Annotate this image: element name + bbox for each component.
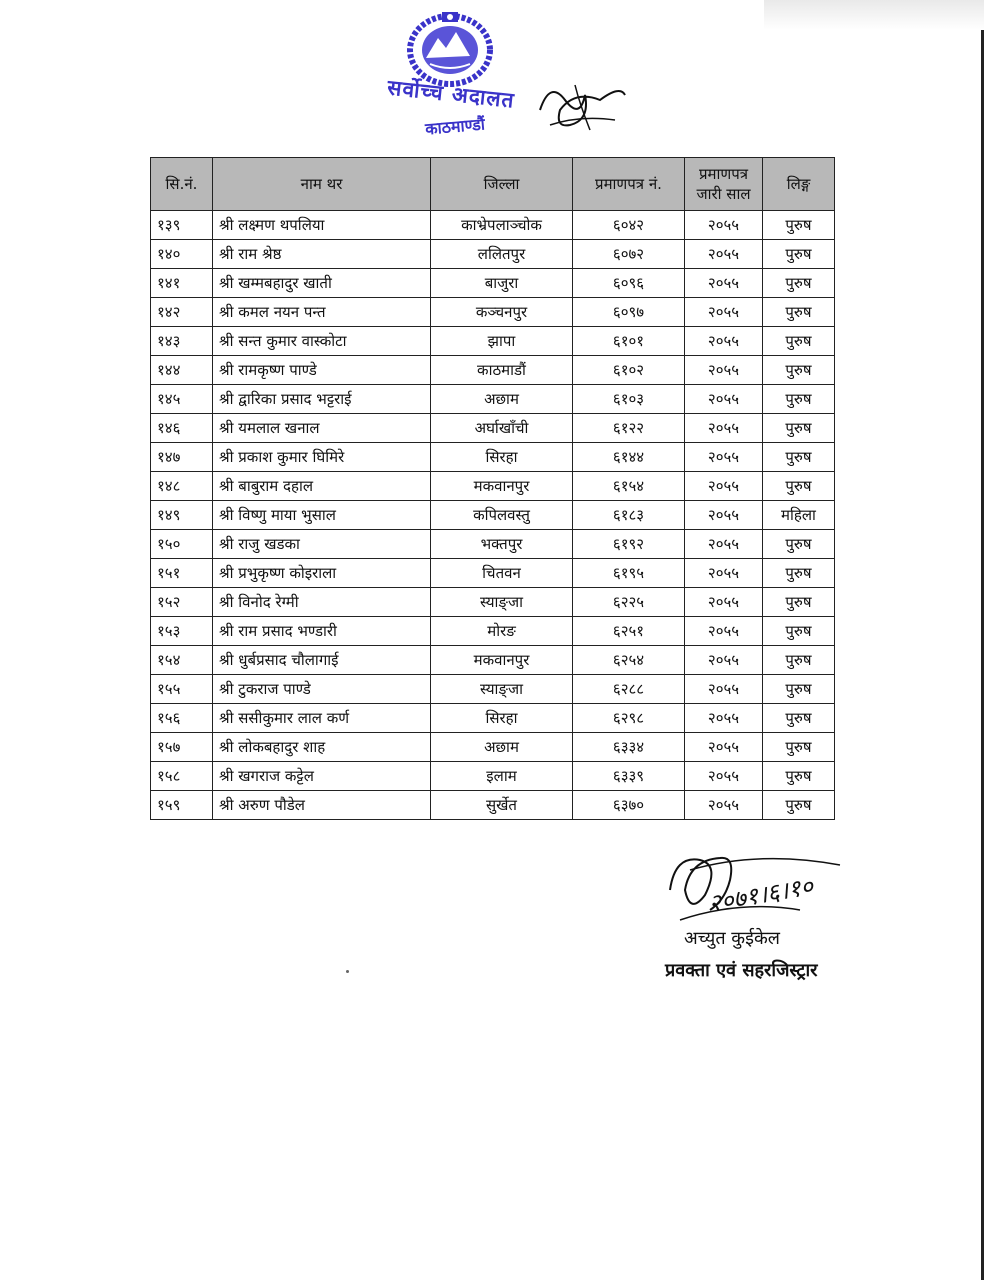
cell-year: २०५५ (685, 472, 763, 501)
cell-name: श्री यमलाल खनाल (213, 414, 431, 443)
cell-certificate: ६३३९ (573, 762, 685, 791)
cell-gender: पुरुष (763, 443, 835, 472)
table-row (151, 588, 835, 617)
cell-serial: १५२ (151, 588, 213, 617)
col-header-serial: सि.नं. (151, 158, 213, 211)
signature-date: २०७१।६।१० (706, 872, 816, 918)
table-row (151, 530, 835, 559)
cell-name: श्री ससीकुमार लाल कर्ण (213, 704, 431, 733)
cell-name: श्री राम श्रेष्ठ (213, 240, 431, 269)
cell-year: २०५५ (685, 327, 763, 356)
cell-name: श्री लक्ष्मण थपलिया (213, 211, 431, 240)
cell-serial: १४१ (151, 269, 213, 298)
cell-serial: १५५ (151, 675, 213, 704)
cell-district: बाजुरा (431, 269, 573, 298)
cell-district: कञ्चनपुर (431, 298, 573, 327)
cell-year: २०५५ (685, 762, 763, 791)
table-row (151, 211, 835, 240)
cell-certificate: ६२५४ (573, 646, 685, 675)
table-row (151, 414, 835, 443)
col-header-certificate: प्रमाणपत्र नं. (573, 158, 685, 211)
cell-serial: १५६ (151, 704, 213, 733)
cell-serial: १५१ (151, 559, 213, 588)
cell-serial: १४४ (151, 356, 213, 385)
cell-year: २०५५ (685, 414, 763, 443)
table-row (151, 385, 835, 414)
cell-year: २०५५ (685, 530, 763, 559)
col-header-district: जिल्ला (431, 158, 573, 211)
cell-name: श्री द्वारिका प्रसाद भट्टराई (213, 385, 431, 414)
cell-year: २०५५ (685, 617, 763, 646)
cell-serial: १५४ (151, 646, 213, 675)
cell-name: श्री खम्मबहादुर खाती (213, 269, 431, 298)
cell-year: २०५५ (685, 298, 763, 327)
cell-gender: पुरुष (763, 269, 835, 298)
table-row (151, 327, 835, 356)
table-row (151, 762, 835, 791)
table-row (151, 733, 835, 762)
signatory-title: प्रवक्ता एवं सहरजिस्ट्रार (665, 960, 818, 981)
table-row (151, 617, 835, 646)
cell-district: मकवानपुर (431, 472, 573, 501)
cell-year: २०५५ (685, 501, 763, 530)
table-row (151, 240, 835, 269)
cell-name: श्री विनोद रेग्मी (213, 588, 431, 617)
seal-text-city: काठमाण्डौं (424, 114, 486, 139)
table-row (151, 791, 835, 820)
cell-gender: पुरुष (763, 240, 835, 269)
cell-gender: पुरुष (763, 704, 835, 733)
cell-gender: महिला (763, 501, 835, 530)
cell-serial: १५३ (151, 617, 213, 646)
cell-gender: पुरुष (763, 472, 835, 501)
cell-certificate: ६१९२ (573, 530, 685, 559)
cell-serial: १४३ (151, 327, 213, 356)
cell-serial: १५० (151, 530, 213, 559)
cell-name: श्री रामकृष्ण पाण्डे (213, 356, 431, 385)
cell-gender: पुरुष (763, 385, 835, 414)
cell-gender: पुरुष (763, 588, 835, 617)
cell-name: श्री कमल नयन पन्त (213, 298, 431, 327)
cell-name: श्री विष्णु माया भुसाल (213, 501, 431, 530)
cell-gender: पुरुष (763, 559, 835, 588)
table-row (151, 298, 835, 327)
cell-gender: पुरुष (763, 791, 835, 820)
cell-certificate: ६१२२ (573, 414, 685, 443)
cell-serial: १४५ (151, 385, 213, 414)
cell-year: २०५५ (685, 443, 763, 472)
cell-district: मकवानपुर (431, 646, 573, 675)
table-row (151, 646, 835, 675)
cell-year: २०५५ (685, 356, 763, 385)
cell-certificate: ६३३४ (573, 733, 685, 762)
cell-certificate: ६१०३ (573, 385, 685, 414)
cell-name: श्री बाबुराम दहाल (213, 472, 431, 501)
cell-year: २०५५ (685, 675, 763, 704)
cell-certificate: ६१९५ (573, 559, 685, 588)
cell-serial: १४० (151, 240, 213, 269)
cell-name: श्री खगराज कट्टेल (213, 762, 431, 791)
cell-serial: १४६ (151, 414, 213, 443)
seal-text-court: सर्वोच्च अदालत (386, 75, 516, 113)
cell-year: २०५५ (685, 733, 763, 762)
table-row (151, 472, 835, 501)
cell-gender: पुरुष (763, 646, 835, 675)
cell-certificate: ६०९६ (573, 269, 685, 298)
cell-certificate: ६१४४ (573, 443, 685, 472)
cell-district: अछाम (431, 733, 573, 762)
cell-certificate: ६२२५ (573, 588, 685, 617)
cell-year: २०५५ (685, 646, 763, 675)
scan-shadow (764, 0, 984, 30)
cell-certificate: ६३७० (573, 791, 685, 820)
cell-gender: पुरुष (763, 327, 835, 356)
cell-district: भक्तपुर (431, 530, 573, 559)
cell-district: काभ्रेपलाञ्चोक (431, 211, 573, 240)
cell-district: स्याङ्जा (431, 588, 573, 617)
cell-district: झापा (431, 327, 573, 356)
cell-district: स्याङ्जा (431, 675, 573, 704)
table-row (151, 443, 835, 472)
cell-district: सुर्खेत (431, 791, 573, 820)
table-row (151, 559, 835, 588)
cell-year: २०५५ (685, 791, 763, 820)
cell-district: मोरङ (431, 617, 573, 646)
cell-certificate: ६१५४ (573, 472, 685, 501)
cell-serial: १३९ (151, 211, 213, 240)
cell-district: सिरहा (431, 443, 573, 472)
table-row (151, 704, 835, 733)
cell-gender: पुरुष (763, 733, 835, 762)
cell-year: २०५५ (685, 559, 763, 588)
cell-district: कपिलवस्तु (431, 501, 573, 530)
cell-certificate: ६२९८ (573, 704, 685, 733)
top-signature-icon (530, 70, 630, 140)
cell-gender: पुरुष (763, 356, 835, 385)
cell-serial: १५९ (151, 791, 213, 820)
table-row (151, 269, 835, 298)
cell-name: श्री सन्त कुमार वास्कोटा (213, 327, 431, 356)
cell-year: २०५५ (685, 269, 763, 298)
table-row (151, 356, 835, 385)
cell-serial: १४७ (151, 443, 213, 472)
cell-district: अछाम (431, 385, 573, 414)
cell-district: अर्घाखाँची (431, 414, 573, 443)
cell-name: श्री प्रकाश कुमार घिमिरे (213, 443, 431, 472)
cell-certificate: ६०७२ (573, 240, 685, 269)
table-row (151, 675, 835, 704)
cell-name: श्री प्रभुकृष्ण कोइराला (213, 559, 431, 588)
col-header-name: नाम थर (213, 158, 431, 211)
table-row (151, 501, 835, 530)
cell-district: ललितपुर (431, 240, 573, 269)
signatory-name: अच्युत कुईकेल (684, 928, 780, 949)
cell-certificate: ६१०२ (573, 356, 685, 385)
cell-serial: १४९ (151, 501, 213, 530)
cell-gender: पुरुष (763, 298, 835, 327)
cell-name: श्री अरुण पौडेल (213, 791, 431, 820)
scan-speck (346, 970, 349, 973)
cell-name: श्री धुर्बप्रसाद चौलागाई (213, 646, 431, 675)
cell-gender: पुरुष (763, 617, 835, 646)
cell-year: २०५५ (685, 211, 763, 240)
cell-serial: १५७ (151, 733, 213, 762)
cell-serial: १४२ (151, 298, 213, 327)
cell-year: २०५५ (685, 385, 763, 414)
cell-gender: पुरुष (763, 211, 835, 240)
cell-year: २०५५ (685, 240, 763, 269)
cell-year: २०५५ (685, 704, 763, 733)
cell-certificate: ६२८८ (573, 675, 685, 704)
cell-name: श्री राम प्रसाद भण्डारी (213, 617, 431, 646)
cell-certificate: ६०९७ (573, 298, 685, 327)
cell-certificate: ६२५१ (573, 617, 685, 646)
cell-name: श्री टुकराज पाण्डे (213, 675, 431, 704)
cell-district: सिरहा (431, 704, 573, 733)
cell-certificate: ६१८३ (573, 501, 685, 530)
cell-name: श्री राजु खडका (213, 530, 431, 559)
col-header-gender: लिङ्ग (763, 158, 835, 211)
certificate-table (150, 157, 834, 820)
cell-gender: पुरुष (763, 530, 835, 559)
cell-certificate: ६०४२ (573, 211, 685, 240)
cell-district: काठमाडौं (431, 356, 573, 385)
cell-district: चितवन (431, 559, 573, 588)
cell-gender: पुरुष (763, 762, 835, 791)
table-body (151, 211, 835, 820)
cell-serial: १४८ (151, 472, 213, 501)
cell-certificate: ६१०१ (573, 327, 685, 356)
cell-year: २०५५ (685, 588, 763, 617)
cell-gender: पुरुष (763, 414, 835, 443)
cell-serial: १५८ (151, 762, 213, 791)
cell-name: श्री लोकबहादुर शाह (213, 733, 431, 762)
col-header-year: प्रमाणपत्र जारी साल (685, 158, 763, 211)
table-header-row (151, 158, 835, 211)
cell-gender: पुरुष (763, 675, 835, 704)
cell-district: इलाम (431, 762, 573, 791)
